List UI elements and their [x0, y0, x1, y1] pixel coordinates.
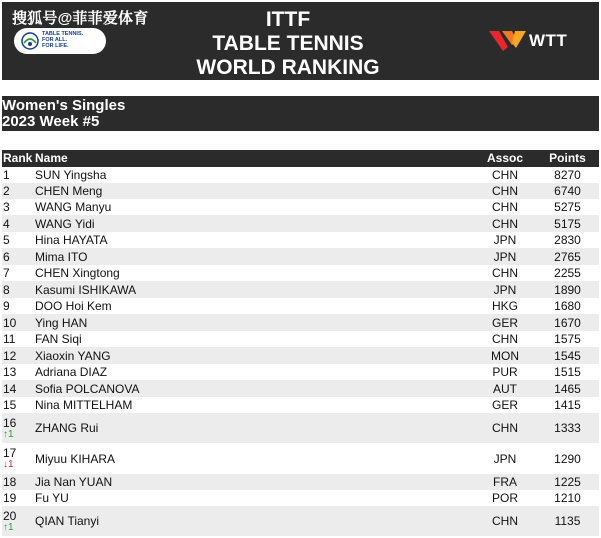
- player-name: QIAN Tianyi: [35, 514, 100, 528]
- wtt-emblem-icon: [489, 29, 527, 53]
- rank-stack: [3, 251, 10, 263]
- rank-cell: [2, 167, 34, 183]
- player-points: 1290: [554, 451, 581, 466]
- ittf-logo-text: TABLE TENNIS. FOR ALL. FOR LIFE.: [42, 31, 84, 49]
- rank-value: 14: [3, 381, 17, 396]
- table-row: [2, 380, 599, 397]
- player-assoc: JPN: [493, 233, 517, 247]
- player-points: 1210: [554, 491, 581, 505]
- player-assoc: JPN: [493, 282, 517, 297]
- rank-stack: [3, 399, 16, 411]
- player-assoc: CHN: [492, 266, 518, 280]
- rank-value: 16: [3, 415, 17, 430]
- rank-cell: [2, 413, 34, 443]
- player-name: Hina HAYATA: [35, 233, 108, 247]
- player-name: Fu YU: [35, 491, 69, 505]
- table-row: [2, 490, 599, 506]
- rank-cell: [2, 474, 34, 490]
- rank-stack: [3, 218, 10, 230]
- header-banner: [2, 2, 599, 80]
- player-assoc: CHN: [492, 184, 518, 198]
- table-row: [2, 364, 599, 380]
- player-points: 1515: [554, 365, 581, 379]
- rank-cell: [2, 490, 34, 506]
- player-assoc: GER: [491, 398, 518, 412]
- rank-stack: [3, 366, 16, 378]
- rank-cell: [2, 199, 34, 215]
- rank-stack: [3, 317, 16, 329]
- player-name: ZHANG Rui: [35, 421, 99, 435]
- table-body: [2, 167, 599, 536]
- rank-cell: [2, 298, 34, 314]
- col-name-header: Name: [35, 151, 68, 165]
- rank-value: 17: [3, 446, 17, 460]
- table-row: [2, 397, 599, 413]
- player-assoc: PUR: [492, 365, 518, 379]
- rank-value: 4: [3, 216, 10, 231]
- rank-value: 7: [3, 266, 10, 280]
- table-row: [2, 232, 599, 248]
- page-title: [188, 8, 388, 80]
- player-points: 1333: [554, 421, 581, 435]
- player-points: 1545: [554, 348, 581, 363]
- player-name: CHEN Xingtong: [35, 266, 120, 280]
- player-assoc: CHN: [492, 421, 518, 435]
- rank-value: 6: [3, 249, 10, 264]
- rank-value: 9: [3, 299, 10, 313]
- player-name: Nina MITTELHAM: [35, 398, 133, 412]
- player-name: WANG Yidi: [35, 216, 95, 231]
- title-line-2: TABLE TENNIS: [212, 32, 364, 55]
- player-name: Sofia POLCANOVA: [35, 381, 140, 396]
- player-points: 2255: [554, 266, 581, 280]
- rank-stack: [3, 350, 16, 362]
- table-row: [2, 413, 599, 443]
- player-assoc: FRA: [493, 475, 517, 489]
- rank-stack: [3, 417, 16, 440]
- player-points: 1415: [554, 398, 581, 412]
- player-points: 8270: [554, 168, 581, 182]
- rank-stack: [3, 234, 10, 246]
- rank-value: 18: [3, 475, 17, 489]
- col-points-header: Points: [549, 151, 586, 165]
- rank-stack: [3, 333, 15, 345]
- rank-cell: [2, 248, 34, 265]
- player-assoc: JPN: [493, 249, 517, 264]
- player-name: SUN Yingsha: [35, 168, 107, 182]
- table-row: [2, 298, 599, 314]
- rank-value: 12: [3, 348, 17, 363]
- player-points: 5275: [554, 200, 581, 214]
- rank-value: 1: [3, 168, 10, 182]
- ranking-table: [2, 150, 599, 536]
- rank-up-indicator: ↑1: [3, 428, 14, 440]
- table-row: [2, 215, 599, 232]
- rank-stack: [3, 201, 10, 213]
- period-label: 2023 Week #5: [2, 113, 100, 130]
- rank-value: 3: [3, 200, 10, 214]
- player-assoc: POR: [491, 491, 518, 505]
- rank-cell: [2, 281, 34, 298]
- rank-stack: [3, 284, 10, 296]
- rank-value: 19: [3, 491, 17, 505]
- rank-value: 20: [3, 508, 17, 523]
- watermark-text: 搜狐号@菲菲爱体育: [12, 10, 149, 27]
- player-assoc: HKG: [491, 299, 518, 313]
- table-row: [2, 167, 599, 183]
- col-rank-header: Rank: [3, 151, 33, 165]
- player-points: 2765: [554, 249, 581, 264]
- table-row: [2, 248, 599, 265]
- player-assoc: CHN: [492, 168, 518, 182]
- player-assoc: CHN: [492, 514, 518, 528]
- player-name: Miyuu KIHARA: [35, 451, 116, 466]
- rank-cell: [2, 347, 34, 364]
- table-row: [2, 474, 599, 490]
- player-name: Adriana DIAZ: [35, 365, 108, 379]
- rank-stack: [3, 185, 10, 197]
- table-row: [2, 347, 599, 364]
- rank-stack: [3, 300, 10, 312]
- player-points: 1225: [554, 475, 581, 489]
- rank-cell: [2, 232, 34, 248]
- rank-cell: [2, 506, 34, 536]
- table-header: [2, 150, 599, 167]
- rank-cell: [2, 331, 34, 347]
- player-name: DOO Hoi Kem: [35, 299, 112, 313]
- rank-stack: [3, 492, 16, 504]
- rank-cell: [2, 183, 34, 199]
- rank-value: 8: [3, 282, 10, 297]
- player-points: 1890: [554, 282, 581, 297]
- wtt-logo: [489, 29, 585, 53]
- table-row: [2, 314, 599, 331]
- rank-cell: [2, 215, 34, 232]
- player-name: FAN Siqi: [35, 332, 82, 346]
- rank-value: 15: [3, 398, 17, 412]
- player-points: 1680: [554, 299, 581, 313]
- player-name: Jia Nan YUAN: [35, 475, 113, 489]
- title-line-1: ITTF: [265, 8, 311, 31]
- table-row: [2, 199, 599, 215]
- ranking-category-band: [2, 96, 599, 131]
- rank-stack: [3, 510, 16, 533]
- rank-value: 2: [3, 184, 10, 198]
- table-row: [2, 281, 599, 298]
- player-points: 1465: [554, 381, 581, 396]
- player-name: Ying HAN: [35, 315, 88, 330]
- wtt-logo-text: WTT: [529, 31, 568, 50]
- player-assoc: JPN: [493, 451, 517, 466]
- table-row: [2, 265, 599, 281]
- player-assoc: MON: [491, 348, 519, 363]
- category-label: Women's Singles: [2, 97, 126, 114]
- rank-stack: [3, 447, 16, 470]
- rank-value: 10: [3, 315, 17, 330]
- rank-stack: [3, 169, 10, 181]
- rank-stack: [3, 267, 10, 279]
- player-points: 5175: [554, 216, 581, 231]
- player-points: 6740: [554, 184, 581, 198]
- rank-cell: [2, 364, 34, 380]
- player-assoc: AUT: [493, 381, 517, 396]
- rank-value: 5: [3, 233, 10, 247]
- player-assoc: GER: [491, 315, 518, 330]
- rank-cell: [2, 443, 34, 474]
- player-assoc: CHN: [492, 332, 518, 346]
- rank-cell: [2, 314, 34, 331]
- player-name: Xiaoxin YANG: [35, 348, 111, 363]
- player-points: 1575: [554, 332, 581, 346]
- rank-value: 13: [3, 365, 17, 379]
- player-name: Mima ITO: [35, 249, 88, 264]
- ittf-emblem-icon: [20, 32, 40, 50]
- rank-cell: [2, 265, 34, 281]
- rank-cell: [2, 397, 34, 413]
- player-assoc: CHN: [492, 200, 518, 214]
- table-row: [2, 506, 599, 536]
- rank-stack: [3, 383, 16, 395]
- rank-down-indicator: ↓1: [3, 459, 14, 470]
- title-line-3: WORLD RANKING: [196, 56, 380, 79]
- table-row: [2, 331, 599, 347]
- player-points: 2830: [554, 233, 581, 247]
- table-row: [2, 443, 599, 474]
- ittf-logo: [14, 28, 106, 54]
- player-points: 1135: [554, 514, 581, 528]
- rank-stack: [3, 476, 16, 488]
- col-assoc-header: Assoc: [486, 151, 524, 165]
- player-points: 1670: [554, 315, 581, 330]
- rank-up-indicator: ↑1: [3, 521, 14, 533]
- rank-cell: [2, 380, 34, 397]
- player-name: Kasumi ISHIKAWA: [35, 282, 137, 297]
- player-name: CHEN Meng: [35, 184, 103, 198]
- table-row: [2, 183, 599, 199]
- player-assoc: CHN: [492, 216, 518, 231]
- rank-value: 11: [3, 332, 16, 346]
- player-name: WANG Manyu: [35, 200, 112, 214]
